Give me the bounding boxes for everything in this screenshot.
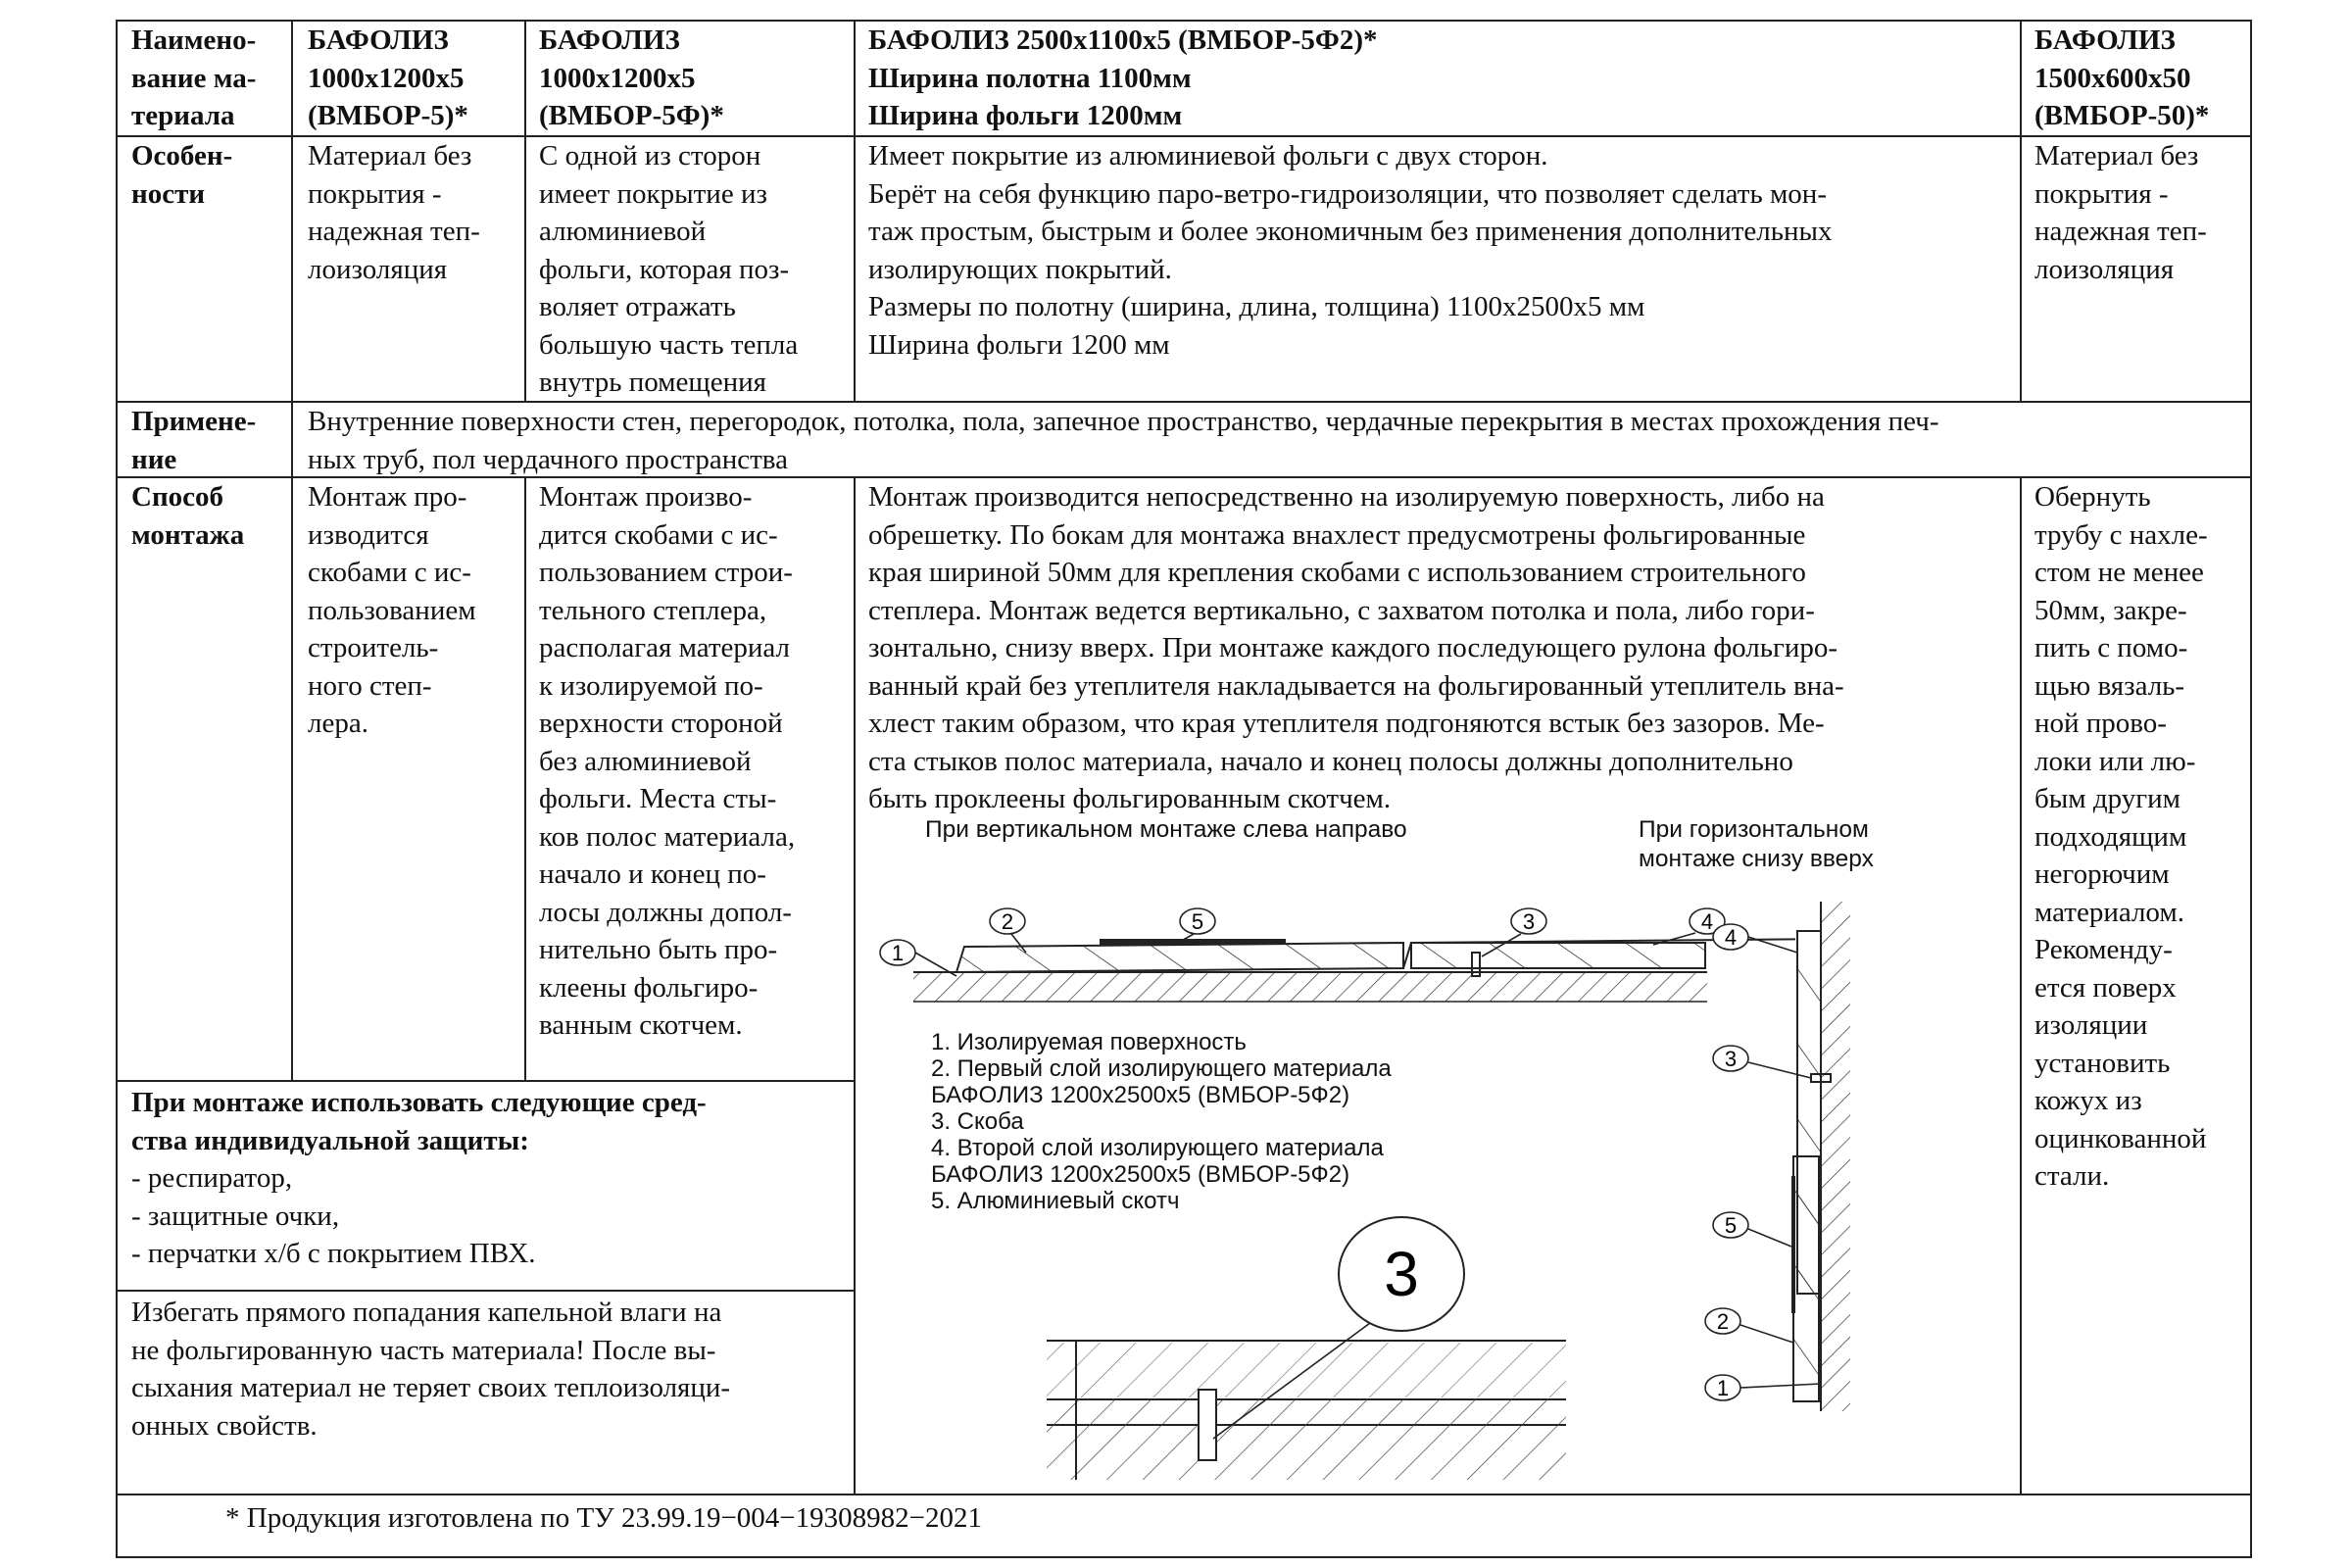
callout-3: 3	[1724, 1047, 1738, 1071]
features-product-1: Материал без покрытия - надежная теп- лоизоляция	[308, 140, 480, 285]
callout-1: 1	[891, 941, 905, 965]
callout-2: 2	[1001, 909, 1014, 934]
callout-3: 3	[1522, 909, 1536, 934]
mounting-label: Способ монтажа	[131, 481, 245, 551]
caption-horizontal-mounting: При горизонтальном монтаже снизу вверх	[1639, 816, 1874, 872]
features-label: Особен- ности	[131, 140, 233, 210]
safety-list: - респиратор, - защитные очки, - перчатки х/б с покрытием ПВХ.	[131, 1162, 536, 1269]
header-product-3: БАФОЛИЗ 2500х1100х5 (ВМБОР-5Ф2)* Ширина полотна 1100мм Ширина фольги 1200мм	[868, 24, 1378, 131]
header-name-column: Наимено- вание ма- териала	[131, 24, 257, 131]
mounting-product-4: Обернуть трубу с нахле- стом не менее 50мм, закре- пить с помо- щью вязаль- ной прово- локи или лю- бым другим подходящим негорючим материалом. Рекоменду- ется поверх изоляции установить кожух из оцинкованной стали.	[2034, 481, 2208, 1192]
spec-sheet	[116, 20, 2252, 1558]
horizontal-mounting-diagram	[1684, 882, 1978, 1441]
vertical-mounting-diagram	[855, 882, 1795, 1019]
header-product-4: БАФОЛИЗ 1500х600х50 (ВМБОР-50)*	[2034, 24, 2210, 131]
footnote: * Продукция изготовлена по ТУ 23.99.19−004−19308982−2021	[225, 1502, 983, 1534]
staple-detail-diagram	[1047, 1215, 1635, 1480]
callout-1: 1	[1716, 1376, 1730, 1400]
application-label: Примене- ние	[131, 406, 257, 475]
mounting-product-1: Монтаж про- изводится скобами с ис- пользованием строитель- ного степ- лера.	[308, 481, 476, 739]
caption-vertical-mounting: При вертикальном монтаже слева направо	[925, 816, 1407, 843]
callout-4: 4	[1700, 909, 1714, 934]
application-text: Внутренние поверхности стен, перегородок, потолка, пола, запечное пространство, чердачные перекрытия в местах прохождения печ- ных труб, пол чердачного пространства	[308, 406, 1939, 475]
callout-5: 5	[1724, 1213, 1738, 1238]
callout-5: 5	[1191, 909, 1204, 934]
header-product-2: БАФОЛИЗ 1000х1200х5 (ВМБОР-5Ф)*	[539, 24, 724, 131]
safety-title: При монтаже использовать следующие сред- ства индивидуальной защиты:	[131, 1087, 707, 1156]
moisture-warning: Избегать прямого попадания капельной влаги на не фольгированную часть материала! После вы- сыхания материал не теряет своих теплоизоляци- онных свойств.	[131, 1297, 731, 1442]
header-product-1: БАФОЛИЗ 1000х1200х5 (ВМБОР-5)*	[308, 24, 468, 131]
features-product-4: Материал без покрытия - надежная теп- лоизоляция	[2034, 140, 2207, 285]
callout-2: 2	[1716, 1309, 1730, 1334]
diagram-legend: 1. Изолируемая поверхность 2. Первый слой изолирующего материала БАФОЛИЗ 1200х2500х5 (ВМБОР-5Ф2) 3. Скоба 4. Второй слой изолирующего материала БАФОЛИЗ 1200х2500х5 (ВМБОР-5Ф2) 5. Алюминиевый скотч	[931, 1029, 1392, 1214]
detail-label: 3	[1384, 1239, 1419, 1309]
features-product-3: Имеет покрытие из алюминиевой фольги с двух сторон. Берёт на себя функцию паро-ветро-гидроизоляции, что позволяет сделать мон- таж простым, быстрым и более экономичным без применения дополнительных изолирующих покрытий. Размеры по полотну (ширина, длина, толщина) 1100х2500х5 мм Ширина фольги 1200 мм	[868, 140, 1833, 361]
mounting-product-3: Монтаж производится непосредственно на изолируемую поверхность, либо на обрешетку. По бокам для монтажа внахлест предусмотрены фольгированные края шириной 50мм для крепления скобами с использованием строительного степлера. Монтаж ведется вертикально, с захватом потолка и пола, либо гори- зонтально, снизу вверх. При монтаже каждого последующего рулона фольгиро- ванный край без утеплителя накладывается на фольгированный утеплитель вна- хлест таким образом, что края утеплителя подгоняются встык без зазоров. Ме- ста стыков полос материала, начало и конец полосы должны дополнительно быть проклеены фольгированным скотчем.	[868, 481, 1844, 814]
mounting-product-2: Монтаж произво- дится скобами с ис- пользованием строи- тельного степлера, располагая материал к изолируемой по- верхности стороной без алюминиевой фольги. Места сты- ков полос материала, начало и конец по- лосы должны допол- нительно быть про- клеены фольгиро- ванным скотчем.	[539, 481, 796, 1041]
callout-4: 4	[1724, 925, 1738, 950]
features-product-2: С одной из сторон имеет покрытие из алюминиевой фольги, которая поз- воляет отражать большую часть тепла внутрь помещения	[539, 140, 799, 398]
